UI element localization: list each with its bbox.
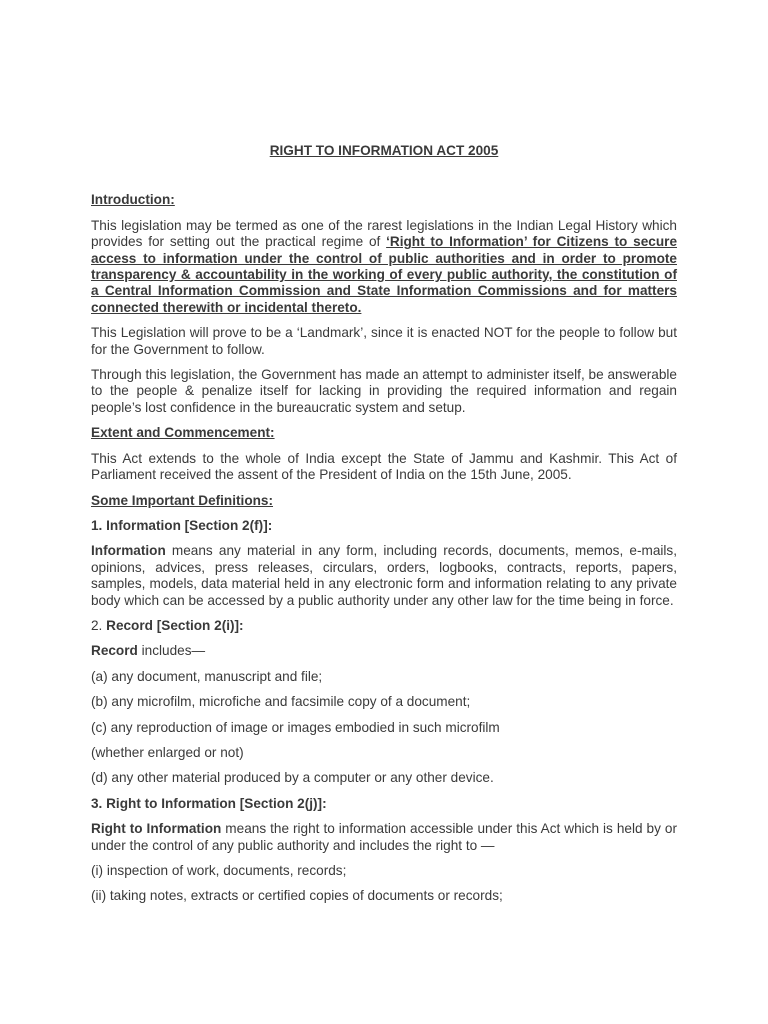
introduction-paragraph-1-emphasis: ‘Right to Information’ for Citizens to secure access to information under the control of public authorities and in order to promote transparency & accountability in the working of every public authority, the constitution of a Central Information Commission and State Information Commissions and for matters connected therewith or incidental thereto.: [91, 234, 678, 315]
information-definition-text: means any material in any form, including records, documents, memos, e-mails, opinions, advices, press releases, circulars, orders, logbooks, contracts, reports, papers, samples, models, data material held in any electronic form and information relating to any private body which can be accessed by a public authority under any other law for the time being in force.: [91, 543, 677, 608]
introduction-paragraph-2: This Legislation will prove to be a ‘Landmark’, since it is enacted NOT for the people to follow but for the Government to follow.: [91, 325, 677, 357]
record-number: 2.: [91, 617, 107, 633]
right-to-information-paragraph: [91, 821, 677, 854]
right-to-information-item-ii: (ii) taking notes, extracts or certified copies of documents or records;: [91, 888, 503, 904]
introduction-paragraph-1-text: This legislation may be termed as one of the rarest legislations in the Indian Legal History which provides for setting out the practical regime of: [91, 217, 677, 250]
record-definition-heading: [91, 618, 677, 634]
record-item-c: (c) any reproduction of image or images embodied in such microfilm: [91, 719, 500, 735]
right-to-information-term: Right to Information: [91, 821, 222, 837]
record-item-b: (b) any microfilm, microfiche and facsimile copy of a document;: [91, 694, 471, 710]
information-definition-paragraph: [91, 543, 677, 609]
right-to-information-text: means the right to information accessible under this Act which is held by or under the control of any public authority and includes the right to —: [91, 821, 677, 853]
information-definition-heading: 1. Information [Section 2(f)]:: [91, 517, 273, 533]
record-definition-paragraph: [91, 643, 677, 659]
extent-paragraph: This Act extends to the whole of India except the State of Jammu and Kashmir. This Act of Parliament received the assent of the President of India on the 15th June, 2005.: [91, 450, 677, 483]
record-item-a: (a) any document, manuscript and file;: [91, 668, 323, 684]
introduction-paragraph-1: [91, 218, 677, 316]
record-definition-text: includes—: [137, 643, 206, 659]
definitions-heading: Some Important Definitions:: [91, 492, 274, 508]
introduction-heading: Introduction:: [91, 192, 175, 208]
document-page: [91, 143, 677, 914]
extent-heading: Extent and Commencement:: [91, 425, 275, 441]
record-item-d: (d) any other material produced by a computer or any other device.: [91, 770, 494, 786]
record-item-c-continued: (whether enlarged or not): [91, 744, 244, 760]
document-title: RIGHT TO INFORMATION ACT 2005: [269, 143, 499, 158]
record-term: Record: [91, 643, 138, 659]
right-to-information-heading: 3. Right to Information [Section 2(j)]:: [91, 795, 327, 811]
record-heading-text: Record [Section 2(i)]:: [106, 617, 244, 633]
right-to-information-item-i: (i) inspection of work, documents, records;: [91, 863, 347, 878]
introduction-paragraph-3: Through this legislation, the Government has made an attempt to administer itself, be answerable to the people & penalize itself for lacking in providing the required information and regain people’s lost confidence in the bureaucratic system and setup.: [91, 367, 677, 415]
information-term: Information: [91, 543, 166, 559]
